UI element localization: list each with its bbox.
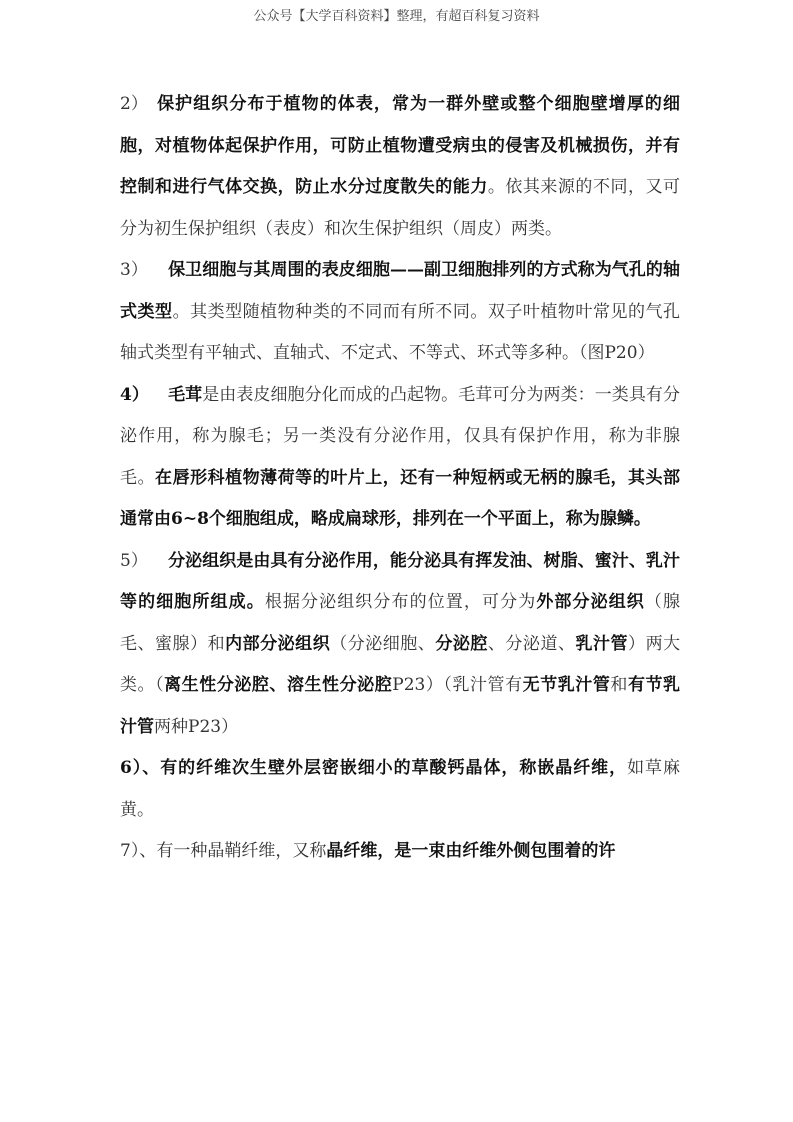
item-number: 5） [120,550,148,571]
item-number: 3） [120,260,148,280]
body-text: 是由表皮细胞分化而成的凸起物。毛茸可分为两类：一类具有分泌作用，称为腺毛；另一类没有分泌作用，仅具有保护作用，称为非腺毛。 [120,384,681,488]
bold-text: 有节乳汁管 [120,675,681,737]
body-text: ）两大类。（ [120,633,681,695]
body-text: 。依其来源的不同，又可分为初生保护组织（表皮）和次生保护组织（周皮）两类。 [120,177,681,239]
body-text: 两种P23） [154,716,239,737]
body-text: P23）（乳汁管有 [392,675,523,695]
bold-text: 分泌组织是由具有分泌作用，能分泌具有挥发油、树脂、蜜汁、乳汁等的细胞所组成。 [120,550,680,612]
item-number: 4） [120,384,149,405]
bold-text: 乳汁管 [575,633,629,654]
paragraph-3 [120,250,680,375]
body-text: （腺毛、蜜腺）和 [120,592,681,654]
body-text: 、分泌道、 [487,633,576,654]
body-text: （分泌细胞、 [330,633,436,654]
bold-text: 毛茸 [168,384,203,405]
bold-text: 分泌腔 [435,633,488,654]
bold-text: 6）、有的纤维次生壁外层密嵌细小的草酸钙晶体，称嵌晶纤维， [120,758,628,778]
page-header: 公众号【大学百科资料】整理，有超百科复习资料 [253,9,540,24]
document-body [120,84,680,873]
paragraph-6 [120,748,680,831]
bold-text: 保卫细胞与其周围的表皮细胞——副卫细胞排列的方式称为气孔的轴式类型 [120,260,680,322]
bold-text: 内部分泌组织 [225,633,331,654]
bold-text: 外部分泌组织 [536,592,645,612]
body-text: 根据分泌组织分布的位置，可分为 [264,592,537,612]
bold-text: 晶纤维，是一束由纤维外侧包围着的许 [326,841,616,861]
body-text: 如草麻黄。 [120,758,681,820]
paragraph-4 [120,375,680,541]
body-text: 7）、有一种晶鞘纤维，又称 [120,841,327,861]
item-number: 2） [120,94,148,114]
paragraph-7 [120,831,680,873]
bold-text: 保护组织分布于植物的体表，常为一群外壁或整个细胞壁增厚的细胞，对植物体起保护作用，可防止植物遭受病虫的侵害及机械损伤，并有控制和进行气体交换，防止水分过度散失的能力 [120,94,680,197]
body-text: 和 [610,675,628,695]
bold-text: 在唇形科植物薄荷等的叶片上，还有一种短柄或无柄的腺毛，其头部通常由6~8个细胞组成，略成扁球形，排列在一个平面上，称为腺鳞。 [120,467,681,529]
bold-text: 离生性分泌腔、溶生性分泌腔 [164,675,393,695]
paragraph-5 [120,541,680,749]
body-text: 。其类型随植物种类的不同而有所不同。双子叶植物叶常见的气孔轴式类型有平轴式、直轴式、不定式、不等式、环式等多种。（图P20） [120,301,681,363]
paragraph-2 [120,84,680,250]
bold-text: 无节乳汁管 [522,675,611,695]
